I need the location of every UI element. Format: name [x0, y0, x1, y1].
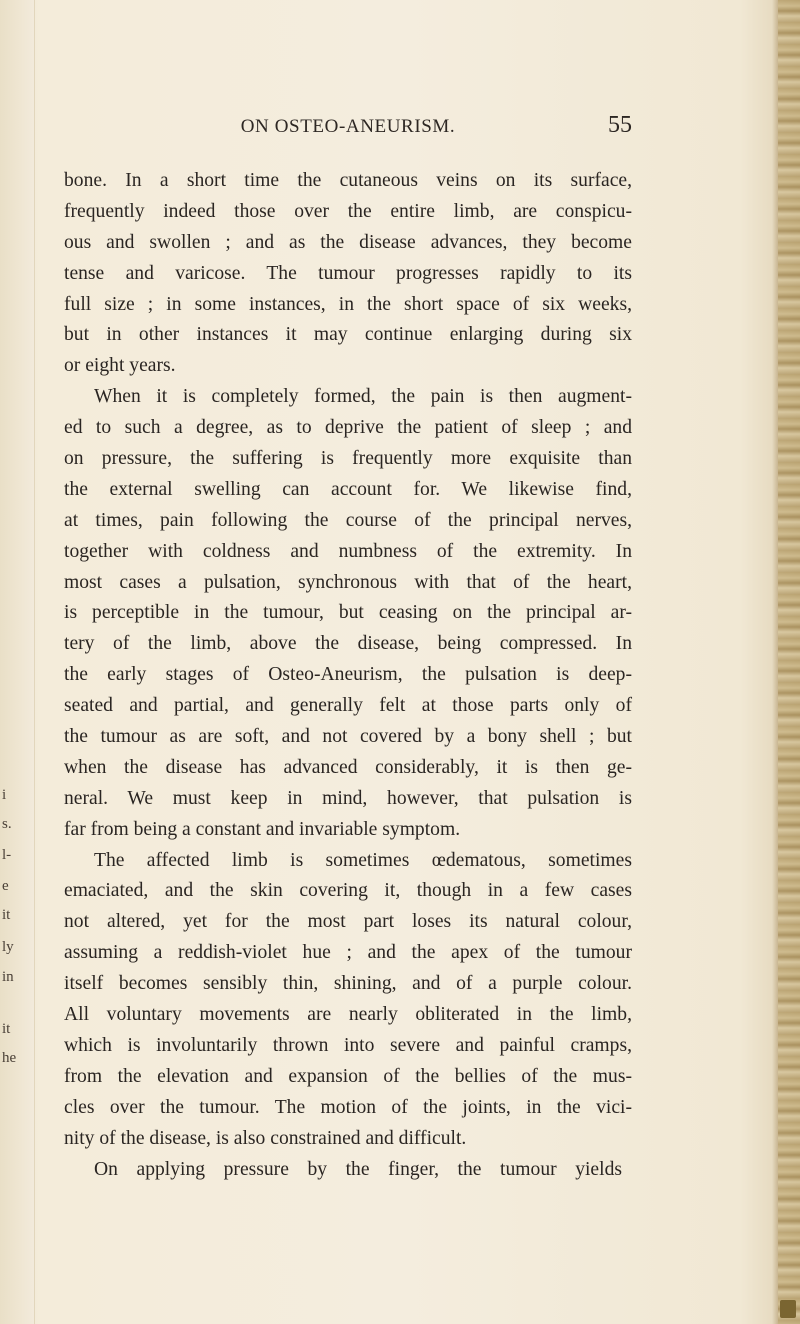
body-text	[64, 166, 632, 1185]
text-line: neral. We must keep in mind, however, that pulsation is	[64, 787, 632, 809]
gutter-mark: in	[2, 969, 14, 985]
text-line: ed to such a degree, as to deprive the patient of sleep ; and	[64, 417, 632, 439]
text-line: most cases a pulsation, synchronous with that of the heart,	[64, 571, 632, 593]
text-line: or eight years.	[64, 355, 176, 377]
text-line: is perceptible in the tumour, but ceasing on the principal ar-	[64, 602, 632, 624]
text-line: nity of the disease, is also constrained and difficult.	[64, 1127, 467, 1149]
page-edge-right	[778, 0, 800, 1324]
text-line: The affected limb is sometimes œdematous, sometimes	[94, 849, 632, 871]
gutter-mark: it	[2, 907, 11, 923]
gutter-mark: i	[2, 787, 7, 803]
text-line: the tumour as are soft, and not covered by a bony shell ; but	[64, 726, 632, 748]
text-line: ous and swollen ; and as the disease advances, they become	[64, 231, 632, 253]
text-line: assuming a reddish-violet hue ; and the apex of the tumour	[64, 942, 632, 964]
text-line: tery of the limb, above the disease, being compressed. In	[64, 633, 632, 655]
text-line: seated and partial, and generally felt at those parts only of	[64, 695, 632, 717]
text-line: On applying pressure by the finger, the tumour yields	[94, 1158, 622, 1180]
gutter-mark: s.	[2, 816, 12, 832]
text-line: tense and varicose. The tumour progresses rapidly to its	[64, 262, 632, 284]
page-number: 55	[608, 112, 632, 138]
page-header	[64, 112, 632, 148]
text-line: from the elevation and expansion of the bellies of the mus-	[64, 1065, 632, 1087]
text-line: All voluntary movements are nearly obliterated in the limb,	[64, 1004, 632, 1026]
text-line: when the disease has advanced considerably, it is then ge-	[64, 756, 632, 778]
text-line: on pressure, the suffering is frequently more exquisite than	[64, 448, 632, 470]
text-line: cles over the tumour. The motion of the joints, in the vici-	[64, 1096, 632, 1118]
gutter-mark: he	[2, 1050, 17, 1066]
text-line: When it is completely formed, the pain is then augment-	[94, 386, 632, 408]
page-corner-mark	[780, 1300, 796, 1318]
gutter-mark: it	[2, 1021, 11, 1037]
text-line: bone. In a short time the cutaneous veins on its surface,	[64, 170, 632, 191]
text-line: but in other instances it may continue enlarging during six	[64, 324, 632, 346]
text-line: at times, pain following the course of the principal nerves,	[64, 509, 632, 531]
gutter-mark: ly	[2, 939, 14, 955]
text-line: together with coldness and numbness of the extremity. In	[64, 540, 632, 562]
gutter-mark: l-	[2, 847, 12, 863]
text-line: not altered, yet for the most part loses its natural colour,	[64, 911, 632, 933]
running-head: ON OSTEO-ANEURISM.	[240, 116, 456, 137]
text-line: frequently indeed those over the entire limb, are conspicu-	[64, 200, 632, 222]
text-line: the early stages of Osteo-Aneurism, the pulsation is deep-	[64, 664, 632, 686]
text-line: the external swelling can account for. We likewise find,	[64, 478, 632, 500]
text-line: emaciated, and the skin covering it, though in a few cases	[64, 880, 632, 902]
gutter-mark: e	[2, 878, 9, 894]
text-line: far from being a constant and invariable symptom.	[64, 818, 461, 840]
left-gutter	[0, 0, 35, 1324]
text-line: which is involuntarily thrown into severe and painful cramps,	[64, 1034, 632, 1056]
text-line: full size ; in some instances, in the short space of six weeks,	[64, 293, 632, 315]
text-line: itself becomes sensibly thin, shining, and of a purple colour.	[64, 973, 632, 995]
